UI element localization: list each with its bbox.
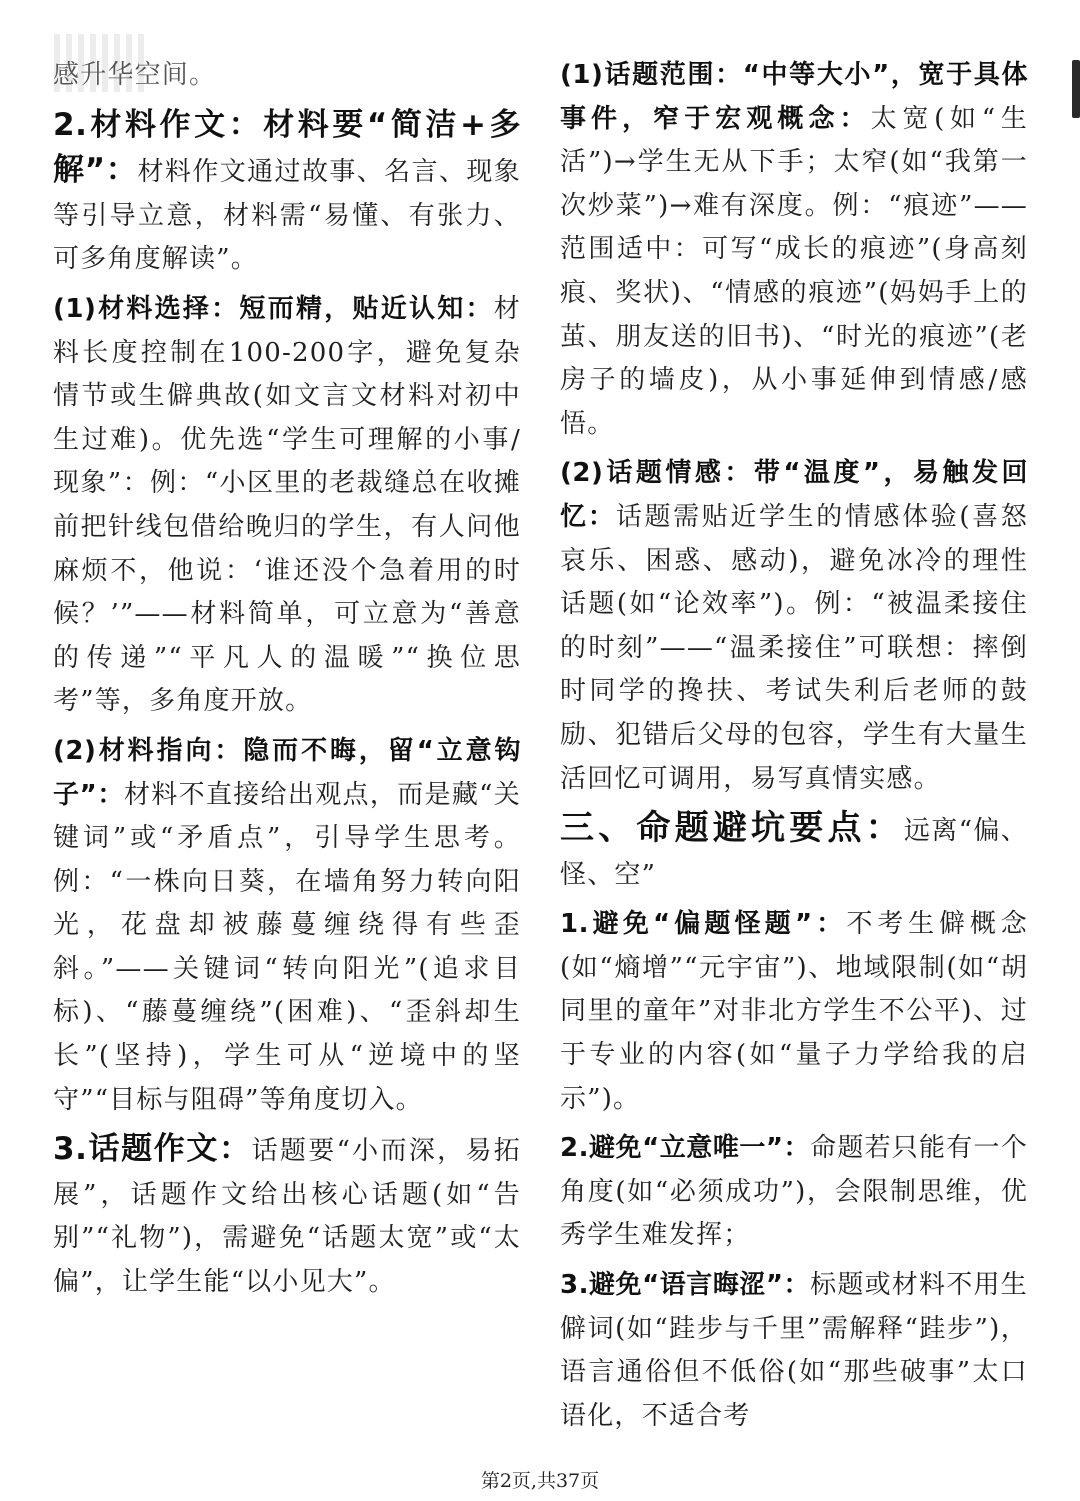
right-column — [560, 54, 1028, 1444]
pitfall-1 — [560, 903, 1028, 1121]
pitfall-body: 不考生僻概念(如“熵增”“元宇宙”)、地域限制(如“胡同里的童年”对非北方学生不公平)、过于专业的内容(如“量子力学给我的启示”)。 — [560, 909, 1028, 1114]
pitfall-3 — [560, 1264, 1028, 1438]
subsection-material-direction — [53, 730, 521, 1122]
pitfall-body: 命题若只能有一个角度(如“必须成功”)，会限制思维，优秀学生难发挥； — [560, 1133, 1028, 1251]
subsection-topic-scope — [560, 54, 1028, 446]
subsection-heading: (2)材料指向：隐而不晦，留“立意钩子”： — [53, 735, 521, 810]
section-topic-essay — [53, 1128, 521, 1304]
subsection-heading: (1)话题范围：“中等大小”，宽于具体事件，窄于宏观概念： — [560, 60, 1028, 134]
section-heading: 3.话题作文： — [53, 1131, 252, 1168]
subsection-topic-emotion — [560, 452, 1028, 801]
pitfall-2 — [560, 1127, 1028, 1258]
subsection-body: 材料不直接给出观点，而是藏“关键词”或“矛盾点”，引导学生思考。例：“一株向日葵，在墙角努力转向阳光，花盘却被藤蔓缠绕得有些歪斜。”——关键词“转向阳光”(追求目标)、“藤蔓缠绕”(困难)、“歪斜却生长”(坚持)，学生可从“逆境中的坚守”“目标与阻碍”等角度切入。 — [53, 779, 521, 1115]
section-material-essay — [53, 104, 521, 282]
pitfall-heading: 1.避免“偏题怪题”： — [560, 909, 847, 940]
part-pitfalls — [560, 807, 1028, 897]
subsection-heading: (1)材料选择：短而精，贴近认知： — [53, 293, 494, 324]
fragment-line: 感升华空间。 — [53, 60, 217, 90]
pitfall-heading: 2.避免“立意唯一”： — [560, 1133, 811, 1164]
part-body: 远离“偏、怪、空” — [560, 816, 1028, 890]
section-heading: 2.材料作文：材料要“简洁+多解”： — [53, 106, 521, 189]
scrollbar-thumb[interactable] — [1072, 60, 1080, 118]
section-body: 材料作文通过故事、名言、现象等引导立意，材料需“易懂、有张力、可多角度解读”。 — [53, 157, 521, 275]
part-heading: 三、命题避坑要点： — [560, 808, 904, 849]
subsection-body: 太宽(如“生活”)→学生无从下手；太窄(如“我第一次炒菜”)→难有深度。例：“痕迹”——范围适中：可写“成长的痕迹”(身高刻痕、奖状)、“情感的痕迹”(妈妈手上的茧、朋友送的旧书)、“时光的痕迹”(老房子的墙皮)，从小事延伸到情感/感悟。 — [560, 103, 1028, 439]
subsection-body: 话题需贴近学生的情感体验(喜怒哀乐、困惑、感动)，避免冰冷的理性话题(如“论效率”)。例：“被温柔接住的时刻”——“温柔接住”可联想：摔倒时同学的搀扶、考试失利后老师的鼓励、犯错后父母的包容，学生有大量生活回忆可调用，易写真情实感。 — [560, 501, 1028, 794]
subsection-body: 材料长度控制在100-200字，避免复杂情节或生僻典故(如文言文材料对初中生过难)。优先选“学生可理解的小事/现象”：例：“小区里的老裁缝总在收摊前把针线包借给晚归的学生，有人问他麻烦不，他说：‘谁还没个急着用的时候？’”——材料简单，可立意为“善意的传递”“平凡人的温暖”“换位思考”等，多角度开放。 — [53, 293, 521, 717]
subsection-heading: (2)话题情感：带“温度”，易触发回忆： — [560, 458, 1028, 532]
pitfall-body: 标题或材料不用生僻词(如“跬步与千里”需解释“跬步”)，语言通俗但不低俗(如“那些破事”太口语化，不适合考 — [560, 1270, 1028, 1431]
pitfall-heading: 3.避免“语言晦涩”： — [560, 1270, 811, 1301]
page-number: 第2页,共37页 — [480, 1470, 600, 1492]
section-body: 话题要“小而深，易拓展”，话题作文给出核心话题(如“告别”“礼物”)，需避免“话题太宽”或“太偏”，让学生能“以小见大”。 — [53, 1136, 521, 1298]
left-column — [53, 54, 521, 1311]
subsection-material-selection — [53, 288, 521, 724]
